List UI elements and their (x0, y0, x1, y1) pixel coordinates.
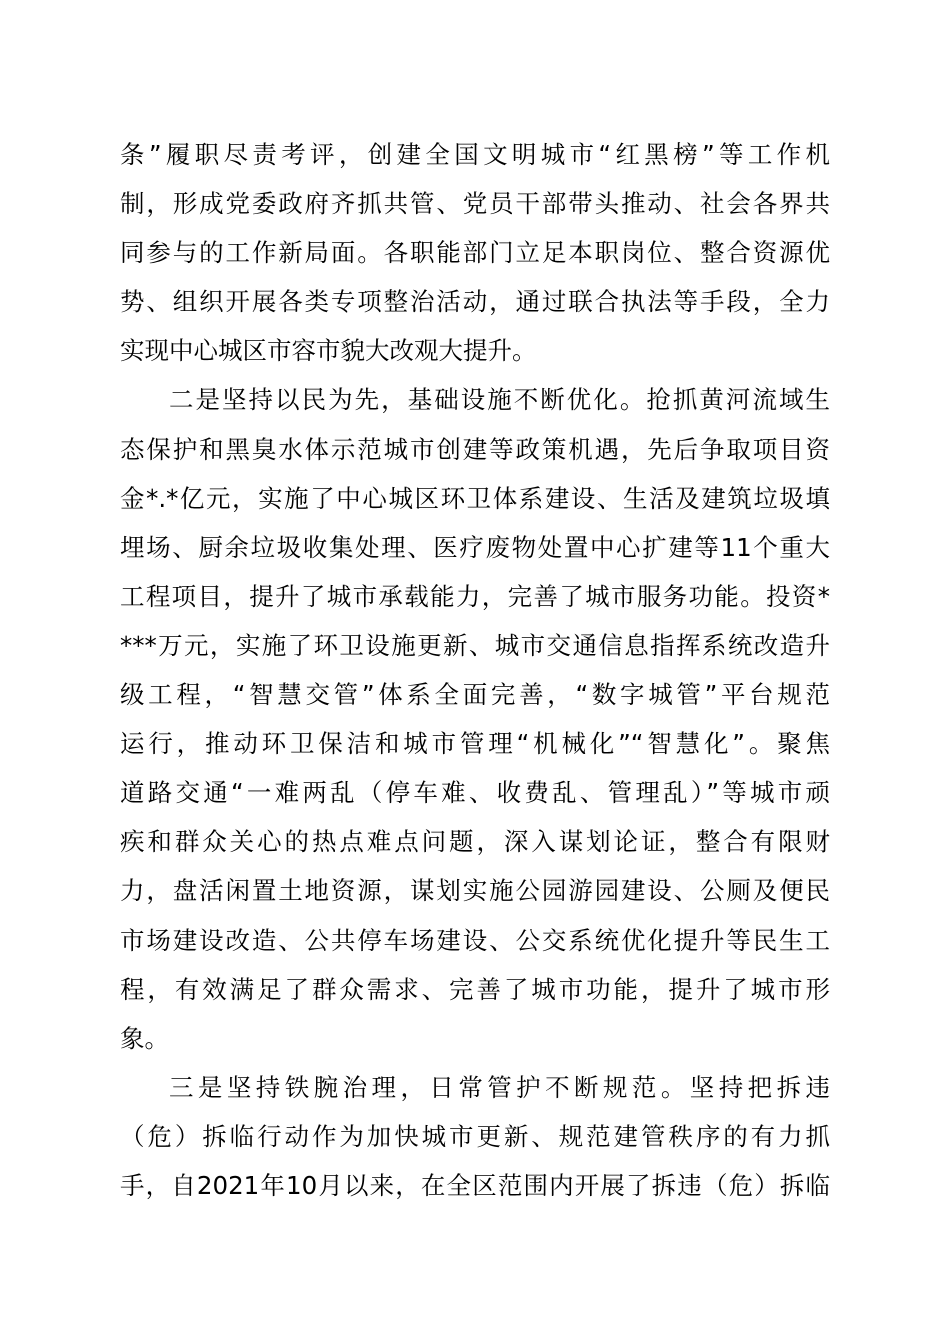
paragraph-3 (120, 1063, 830, 1210)
text-line: 金*.*亿元，实施了中心城区环卫体系建设、生活及建筑垃圾填 (120, 483, 830, 513)
text-line: 势、组织开展各类专项整治活动，通过联合执法等手段，全力 (120, 287, 830, 317)
text-line: 二是坚持以民为先，基础设施不断优化。抢抓黄河流域生 (169, 385, 830, 415)
text-line: 态保护和黑臭水体示范城市创建等政策机遇，先后争取项目资 (120, 434, 830, 464)
text-line: 埋场、厨余垃圾收集处理、医疗废物处置中心扩建等11个重大 (120, 532, 830, 562)
paragraph-2 (120, 375, 830, 1062)
text-line: 道路交通“一难两乱（停车难、收费乱、管理乱）”等城市顽 (120, 778, 830, 808)
text-line: 级工程，“智慧交管”体系全面完善，“数字城管”平台规范 (120, 680, 830, 710)
text-line: （危）拆临行动作为加快城市更新、规范建管秩序的有力抓 (120, 1121, 830, 1151)
paragraph-1 (120, 130, 830, 375)
text-line: 力，盘活闲置土地资源，谋划实施公园游园建设、公厕及便民 (120, 876, 830, 906)
text-line: 同参与的工作新局面。各职能部门立足本职岗位、整合资源优 (120, 238, 830, 268)
text-line: 条”履职尽责考评，创建全国文明城市“红黑榜”等工作机 (120, 140, 830, 169)
text-line: 工程项目，提升了城市承载能力，完善了城市服务功能。投资* (120, 581, 830, 611)
text-line: 程，有效满足了群众需求、完善了城市功能，提升了城市形 (120, 974, 830, 1004)
text-line: 制，形成党委政府齐抓共管、党员干部带头推动、社会各界共 (120, 189, 830, 219)
text-line: 运行，推动环卫保洁和城市管理“机械化”“智慧化”。聚焦 (120, 729, 830, 759)
text-line: 象。 (120, 1023, 169, 1053)
text-line: 疾和群众关心的热点难点问题，深入谋划论证，整合有限财 (120, 827, 830, 857)
text-line: ***万元，实施了环卫设施更新、城市交通信息指挥系统改造升 (120, 630, 830, 660)
text-line: 三是坚持铁腕治理，日常管护不断规范。坚持把拆违 (169, 1072, 830, 1102)
text-line: 市场建设改造、公共停车场建设、公交系统优化提升等民生工 (120, 925, 830, 955)
text-line: 实现中心城区市容市貌大改观大提升。 (120, 336, 537, 366)
document-body (120, 130, 830, 1210)
text-line: 手，自2021年10月以来，在全区范围内开展了拆违（危）拆临 (120, 1170, 830, 1200)
